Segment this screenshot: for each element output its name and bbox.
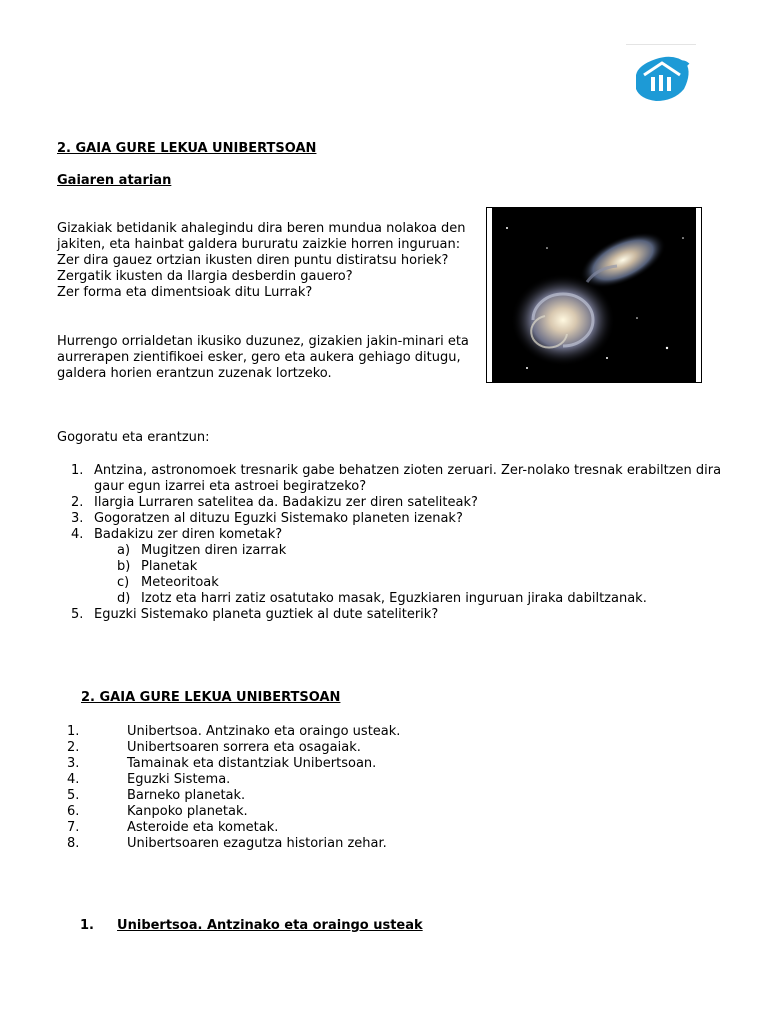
item-number: 5.: [71, 607, 84, 622]
toc-item: [57, 788, 657, 804]
list-item: [57, 511, 717, 527]
text-line: galdera horien erantzun zuzenak lortzeko.: [57, 366, 332, 381]
list-item: [57, 495, 717, 511]
item-number: 4.: [71, 527, 84, 542]
sub-item: [57, 559, 717, 575]
toc-number: 7.: [67, 820, 80, 835]
toc-text: Unibertsoaren ezagutza historian zehar.: [127, 836, 387, 851]
sub-item-text: Planetak: [141, 559, 198, 574]
text-line: Zergatik ikusten da Ilargia desberdin gauero?: [57, 269, 353, 284]
toc-number: 8.: [67, 836, 80, 851]
galaxy-image: [487, 208, 701, 382]
list-item: [57, 607, 717, 623]
text-line: Zer dira gauez ortzian ikusten diren puntu distiratsu horiek?: [57, 253, 449, 268]
sub-item-text: Izotz eta harri zatiz osatutako masak, Eguzkiaren inguruan jiraka dabiltzanak.: [141, 591, 647, 606]
sub-item-text: Mugitzen diren izarrak: [141, 543, 287, 558]
toc-text: Eguzki Sistema.: [127, 772, 231, 787]
toc-text: Unibertsoa. Antzinako eta oraingo usteak.: [127, 724, 401, 739]
section-number: 1.: [80, 918, 94, 933]
toc-number: 2.: [67, 740, 80, 755]
intro-paragraph: [57, 221, 466, 301]
list-item: [57, 463, 722, 495]
logo: [626, 44, 696, 107]
item-text: Eguzki Sistemako planeta guztiek al dute sateliterik?: [94, 607, 439, 622]
toc-list: [57, 724, 657, 852]
section-heading: [80, 918, 423, 934]
toc-text: Unibertsoaren sorrera eta osagaiak.: [127, 740, 361, 755]
sub-item-letter: a): [117, 543, 131, 558]
sub-item-letter: d): [117, 591, 131, 606]
questions-list: [57, 463, 722, 623]
toc-item: [57, 724, 657, 740]
toc-item: [57, 740, 657, 756]
section-title: Unibertsoa. Antzinako eta oraingo usteak: [117, 918, 423, 933]
list-item: [57, 527, 717, 543]
questions-prompt: Gogoratu eta erantzun:: [57, 430, 210, 445]
toc-text: Kanpoko planetak.: [127, 804, 248, 819]
toc-item: [57, 804, 657, 820]
item-text: Gogoratzen al dituzu Eguzki Sistemako planeten izenak?: [94, 511, 463, 526]
page-title: 2. GAIA GURE LEKUA UNIBERTSOAN: [57, 141, 317, 156]
item-number: 1.: [71, 463, 84, 478]
item-text: Antzina, astronomoek tresnarik gabe behatzen zioten zeruari. Zer-nolako tresnak erabiltzen dira: [94, 463, 722, 478]
toc-number: 4.: [67, 772, 80, 787]
toc-number: 3.: [67, 756, 80, 771]
toc-text: Barneko planetak.: [127, 788, 246, 803]
toc-item: [57, 756, 657, 772]
toc-item: [57, 772, 657, 788]
item-text: Ilargia Lurraren satelitea da. Badakizu zer diren sateliteak?: [94, 495, 478, 510]
toc-item: [57, 820, 657, 836]
text-line: Zer forma eta dimentsioak ditu Lurrak?: [57, 285, 313, 300]
item-number: 2.: [71, 495, 84, 510]
sub-item: [57, 575, 717, 591]
item-number: 3.: [71, 511, 84, 526]
toc-number: 1.: [67, 724, 80, 739]
sub-item-letter: b): [117, 559, 131, 574]
toc-number: 6.: [67, 804, 80, 819]
sub-item: [57, 543, 717, 559]
text-line: aurrerapen zientifikoei esker, gero eta aukera gehiago ditugu,: [57, 350, 461, 365]
text-line: Gizakiak betidanik ahalegindu dira beren mundua nolakoa den: [57, 221, 466, 236]
sub-item-letter: c): [117, 575, 130, 590]
toc-text: Asteroide eta kometak.: [127, 820, 279, 835]
text-line: jakiten, eta hainbat galdera bururatu zaizkie horren inguruan:: [57, 237, 461, 252]
sub-item: [57, 591, 717, 607]
item-text: Badakizu zer diren kometak?: [94, 527, 283, 542]
second-paragraph: [57, 334, 469, 382]
item-text: gaur egun izarrei eta astroei begiratzeko?: [94, 479, 367, 494]
sub-item-text: Meteoritoak: [141, 575, 219, 590]
toc-text: Tamainak eta distantziak Unibertsoan.: [127, 756, 377, 771]
toc-title: 2. GAIA GURE LEKUA UNIBERTSOAN: [81, 690, 341, 705]
toc-item: [57, 836, 657, 852]
galaxy-photo: [486, 207, 702, 383]
subtitle: Gaiaren atarian: [57, 173, 172, 188]
toc-number: 5.: [67, 788, 80, 803]
text-line: Hurrengo orrialdetan ikusiko duzunez, gizakien jakin-minari eta: [57, 334, 469, 349]
house-logo-icon: [626, 45, 696, 107]
